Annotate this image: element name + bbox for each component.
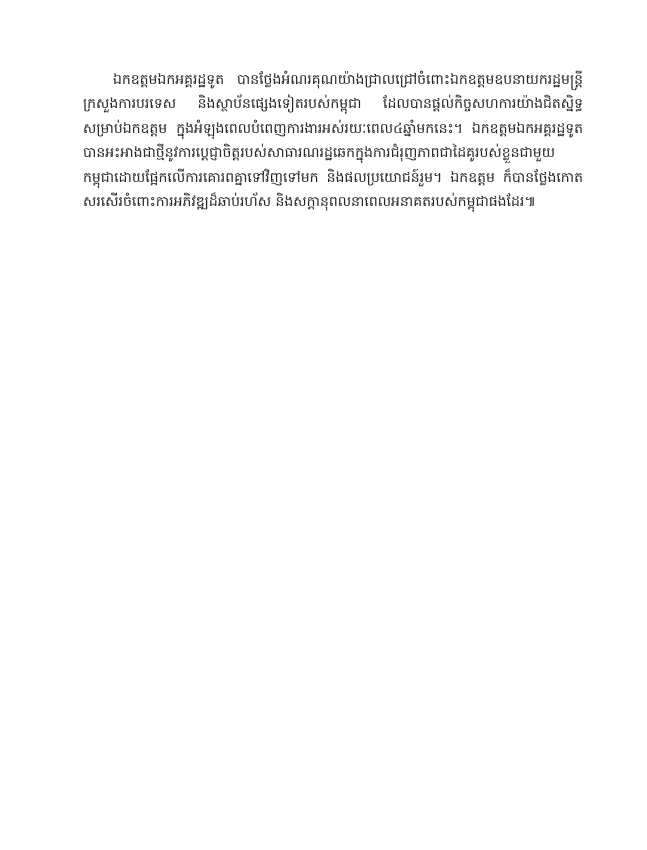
body-paragraph: ឯកឧត្ដមឯកអគ្គរដ្ឋទូត បានថ្លែងអំណរគុណយ៉ាងជ្រាលជ្រៅចំពោះឯកឧត្ដមឧបនាយករដ្ឋមន្ត្រី ក្រសួងការបរទេស និងស្ថាប័នផ្សេងទៀតរបស់កម្ពុជា ដែលបានផ្ដល់កិច្ចសហការយ៉ាងជិតស្និទ្ធសម្រាប់ឯកឧត្ដម ក្នុងអំឡុងពេលបំពេញការងារអស់រយៈពេល៤ឆ្នាំមកនេះ។ ឯកឧត្ដមឯកអគ្គរដ្ឋទូត បានអះអាងជាថ្មីនូវការប្ដេជ្ញាចិត្តរបស់សាធារណរដ្ឋឆេកក្នុងការជំរុញភាពជាដៃគូរបស់ខ្លួនជាមួយកម្ពុជាដោយផ្អែកលើការគោរពគ្នាទៅវិញទៅមក និងផលប្រយោជន៍រួម។ ឯកឧត្ដម ក៏បានថ្លែងកោតសរសើរចំពោះការអភិវឌ្ឍដ៏ឆាប់រហ័ស និងសក្ដានុពលនាពេលអនាគតរបស់កម្ពុជាផងដែរ៕ <box>83 72 583 211</box>
